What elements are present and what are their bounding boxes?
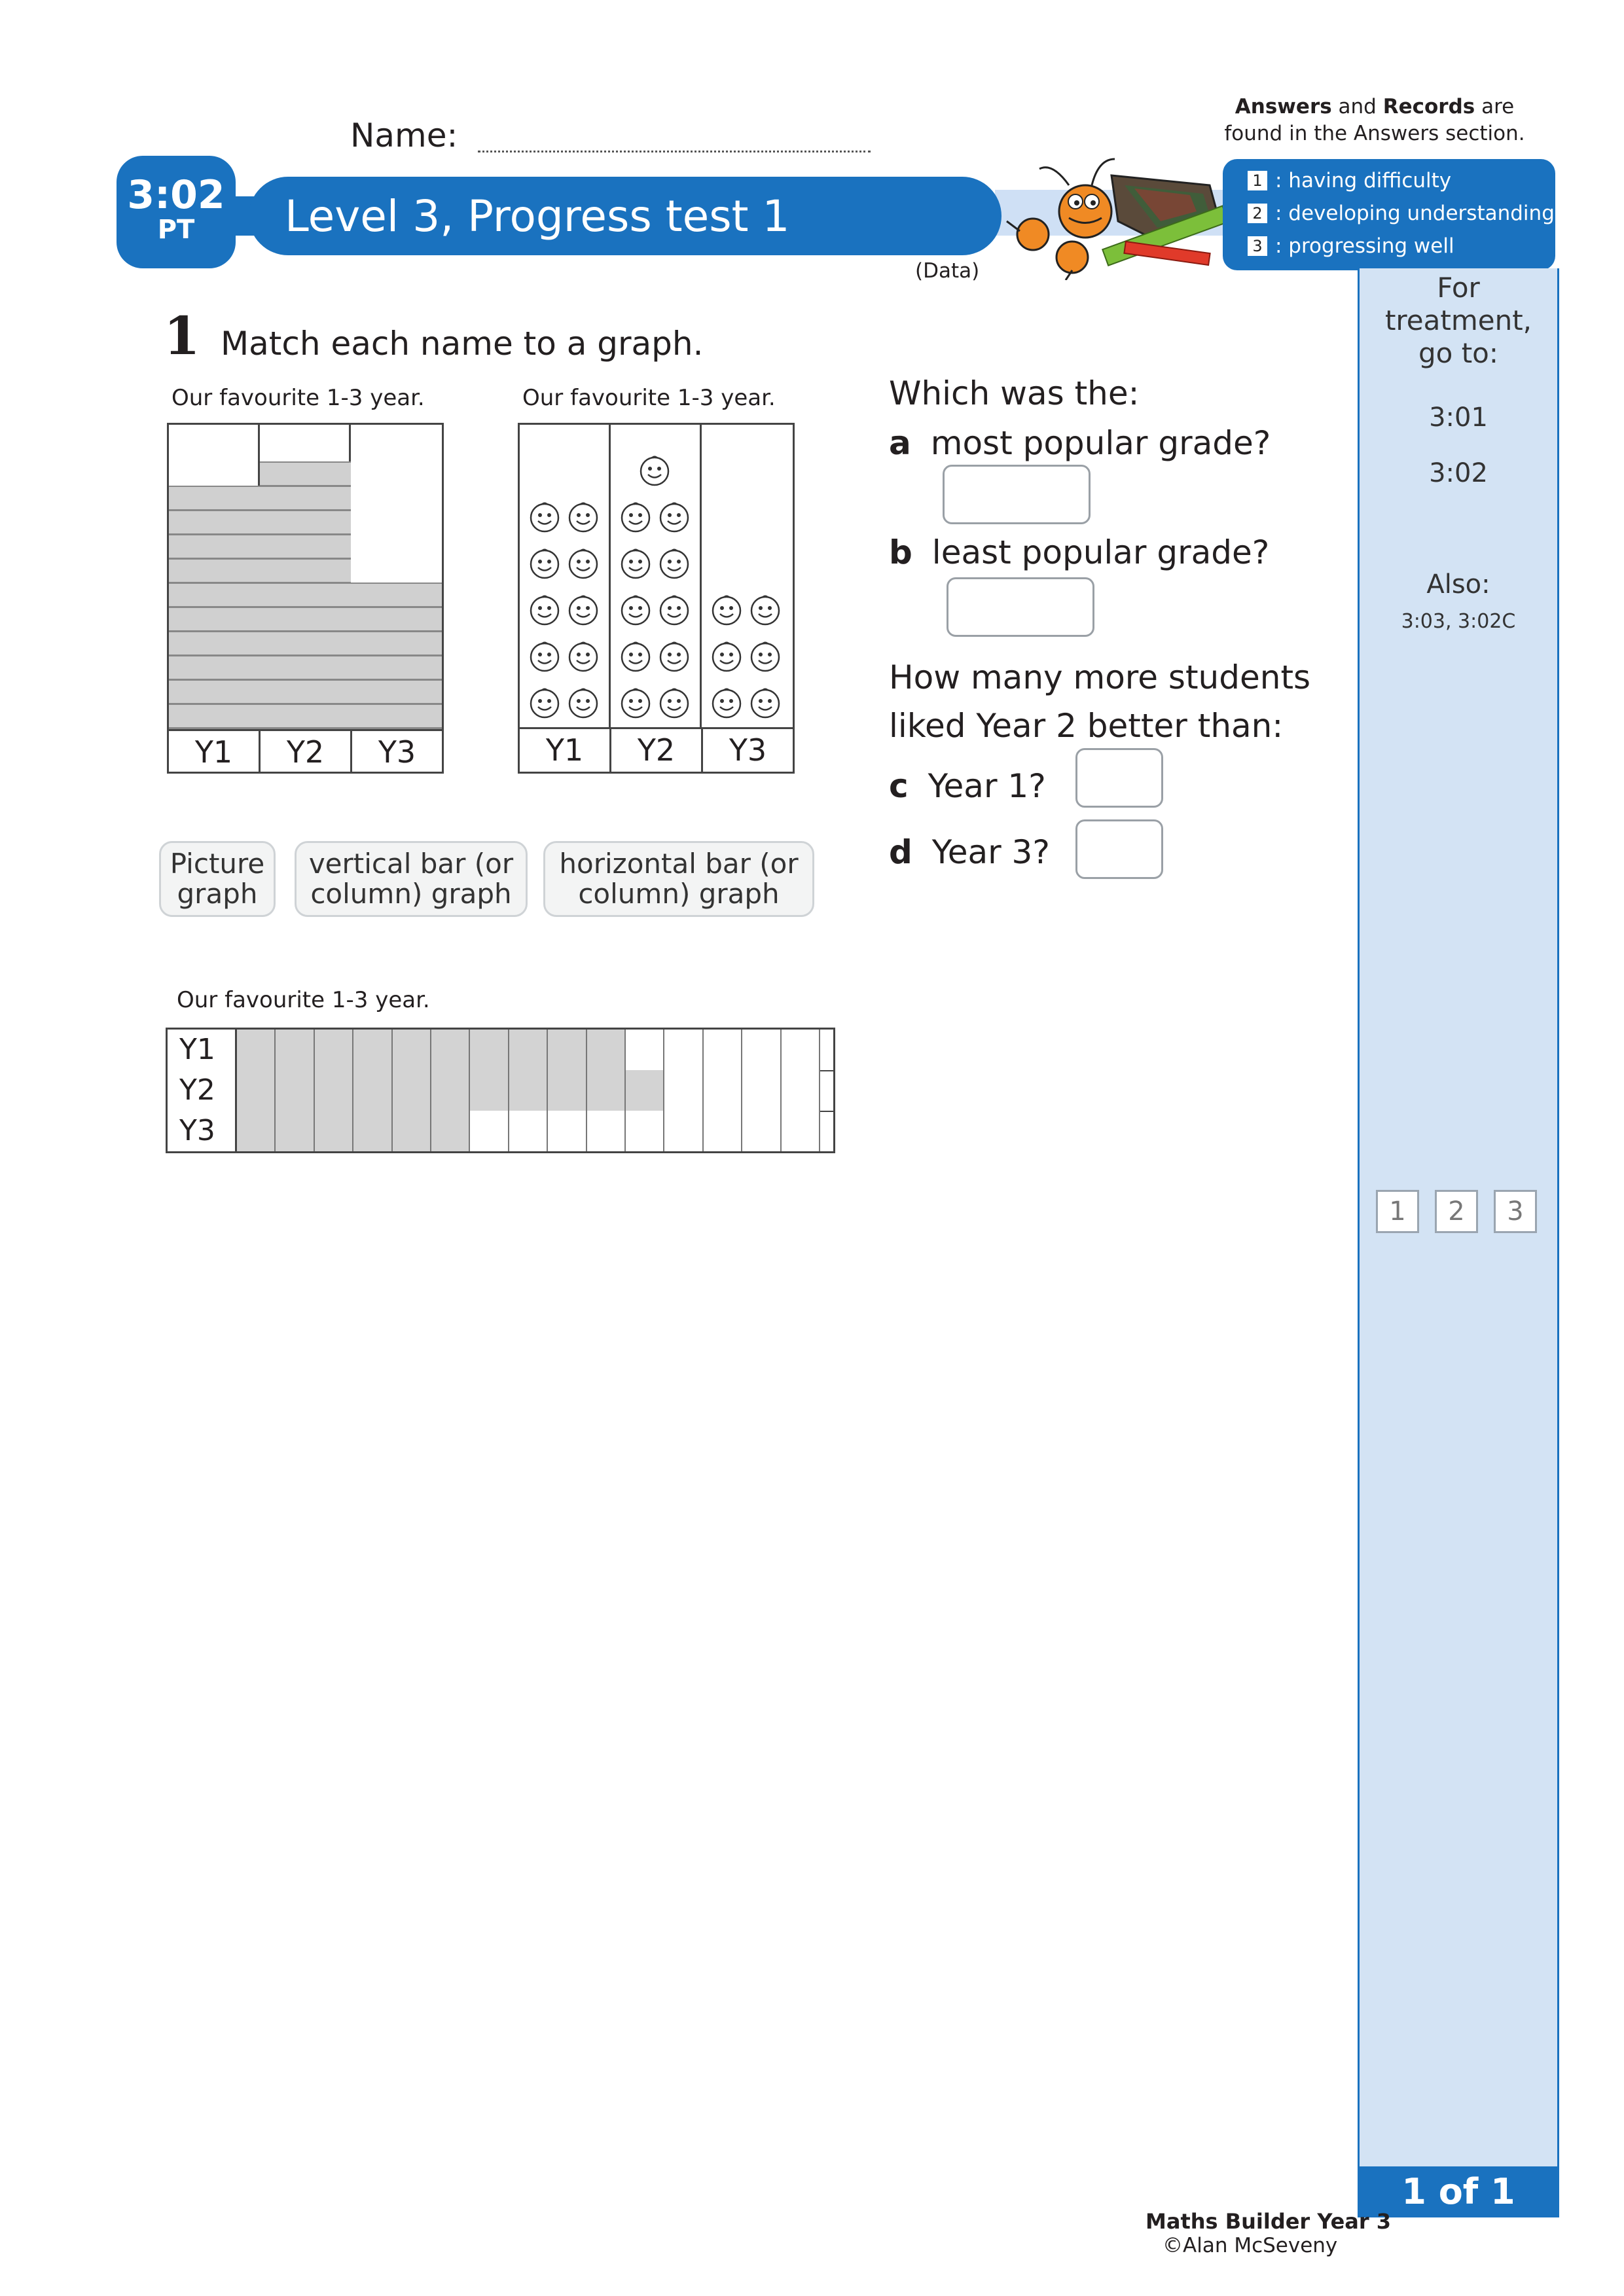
also-label: Also: — [1426, 569, 1490, 600]
bar-row-Y1 — [168, 1030, 833, 1071]
legend-item: 2 : developing understanding — [1248, 202, 1555, 225]
bar-cell-empty — [664, 1030, 703, 1070]
smiley-face-icon — [567, 501, 600, 533]
question-prompt: Match each name to a graph. — [221, 325, 704, 363]
bar-cell-empty — [548, 1111, 586, 1151]
topic-label: (Data) — [915, 259, 980, 283]
bar-cell-filled — [626, 1070, 664, 1111]
bar-cell-filled — [587, 1070, 626, 1111]
x-tick-label: Y1 — [520, 729, 611, 772]
bar-cell-empty — [704, 1111, 742, 1151]
option-picture-graph[interactable]: Picture graph — [159, 841, 276, 917]
bar-cell-filled — [353, 1111, 392, 1151]
bar-cell-filled — [393, 1111, 431, 1151]
smiley-face-icon — [567, 594, 600, 626]
score-box-3[interactable]: 3 — [1494, 1190, 1537, 1233]
treatment-link[interactable]: 3:01 — [1429, 403, 1488, 433]
smiley-face-icon — [619, 501, 652, 533]
page-title: Level 3, Progress test 1 — [285, 191, 790, 242]
q-more: How many more students liked Year 2 better than: — [889, 658, 1311, 745]
smiley-face-icon — [619, 640, 652, 673]
treatment-link[interactable]: 3:02 — [1429, 458, 1488, 488]
picture-graph-title: Our favourite 1-3 year. — [522, 385, 776, 411]
bar-cell-filled — [393, 1030, 431, 1070]
score-box-2[interactable]: 2 — [1435, 1190, 1478, 1233]
q-intro: Which was the: — [889, 374, 1140, 412]
answer-box-d[interactable] — [1075, 819, 1163, 879]
smiley-face-icon — [619, 687, 652, 719]
bar-Y3 — [351, 583, 442, 729]
smiley-face-icon — [567, 547, 600, 580]
smiley-face-icon — [710, 687, 743, 719]
bar-cell-filled — [548, 1030, 586, 1070]
bar-cell-filled — [276, 1070, 314, 1111]
smiley-face-icon — [567, 640, 600, 673]
bar-cell-filled — [315, 1111, 353, 1151]
footer-book: Maths Builder Year 3 — [1146, 2209, 1392, 2234]
treatment-sidebar — [1358, 268, 1559, 2168]
bar-cell-filled — [509, 1070, 548, 1111]
lobster-mascot-icon — [994, 149, 1229, 280]
bar-cell-filled — [431, 1070, 470, 1111]
smiley-face-icon — [658, 640, 691, 673]
bar-cell-empty — [626, 1030, 664, 1070]
smiley-face-icon — [658, 594, 691, 626]
smiley-face-icon — [710, 594, 743, 626]
smiley-face-icon — [749, 687, 782, 719]
footer-copyright: ©Alan McSeveny — [1163, 2234, 1338, 2257]
smiley-face-icon — [528, 687, 561, 719]
smiley-face-icon — [658, 501, 691, 533]
bar-cell-empty — [587, 1111, 626, 1151]
q-c: c Year 1? — [889, 767, 1046, 805]
bar-cell-filled — [353, 1030, 392, 1070]
x-tick-label: Y1 — [169, 731, 261, 774]
bar-Y1 — [169, 486, 260, 729]
smiley-face-icon — [528, 594, 561, 626]
name-label: Name: — [350, 117, 458, 154]
badge-sub: PT — [157, 215, 195, 245]
column-graph-title: Our favourite 1-3 year. — [171, 385, 425, 411]
name-field[interactable] — [478, 151, 871, 152]
answer-box-b[interactable] — [947, 577, 1094, 637]
bar-cell-empty — [664, 1070, 703, 1111]
smiley-face-icon — [528, 501, 561, 533]
bar-cell-filled — [353, 1070, 392, 1111]
y-tick-label: Y1 — [168, 1030, 237, 1070]
answers-note: Answers and Records are found in the Answers section. — [1224, 95, 1525, 145]
badge-code: 3:02 — [127, 172, 225, 218]
bar-cell-filled — [470, 1070, 509, 1111]
y-tick-label: Y2 — [168, 1070, 237, 1111]
horizontal-graph-title: Our favourite 1-3 year. — [177, 987, 430, 1013]
bar-cell-filled — [470, 1030, 509, 1070]
smiley-face-icon — [710, 640, 743, 673]
bar-cell-filled — [276, 1030, 314, 1070]
bar-cell-filled — [315, 1030, 353, 1070]
bar-cell-empty — [782, 1030, 820, 1070]
answer-box-a[interactable] — [943, 465, 1091, 524]
bar-cell-filled — [315, 1070, 353, 1111]
bar-cell-empty — [742, 1070, 781, 1111]
bar-cell-filled — [431, 1111, 470, 1151]
bar-cell-empty — [742, 1030, 781, 1070]
bar-cell-empty — [509, 1111, 548, 1151]
smiley-face-icon — [528, 547, 561, 580]
smiley-face-icon — [658, 547, 691, 580]
legend-item: 3 : progressing well — [1248, 234, 1454, 258]
legend-item: 1 : having difficulty — [1248, 169, 1451, 192]
score-box-1[interactable]: 1 — [1376, 1190, 1419, 1233]
progress-legend — [1223, 159, 1555, 270]
smiley-face-icon — [658, 687, 691, 719]
y-tick-label: Y3 — [168, 1111, 237, 1151]
bar-cell-filled — [509, 1030, 548, 1070]
option-horizontal-bar-graph[interactable]: horizontal bar (or column) graph — [543, 841, 814, 917]
treatment-heading: For treatment, go to: — [1384, 272, 1532, 369]
bar-cell-filled — [393, 1070, 431, 1111]
bar-cell-filled — [587, 1030, 626, 1070]
smiley-face-icon — [619, 547, 652, 580]
bar-cell-filled — [237, 1070, 276, 1111]
smiley-face-icon — [567, 687, 600, 719]
x-tick-label: Y2 — [261, 731, 352, 774]
bar-Y2 — [260, 461, 351, 729]
smiley-face-icon — [528, 640, 561, 673]
bar-cell-filled — [237, 1111, 276, 1151]
test-badge — [117, 156, 236, 268]
smiley-face-icon — [619, 594, 652, 626]
answer-box-c[interactable] — [1075, 748, 1163, 808]
bar-row-Y3 — [168, 1111, 833, 1151]
smiley-face-icon — [749, 594, 782, 626]
q-a: a most popular grade? — [889, 424, 1271, 462]
smiley-face-icon — [749, 640, 782, 673]
bar-cell-filled — [548, 1070, 586, 1111]
bar-cell-empty — [782, 1111, 820, 1151]
bar-row-Y2 — [168, 1070, 833, 1112]
bar-cell-empty — [664, 1111, 703, 1151]
x-tick-label: Y2 — [611, 729, 703, 772]
bar-cell-filled — [276, 1111, 314, 1151]
option-vertical-bar-graph[interactable]: vertical bar (or column) graph — [295, 841, 528, 917]
x-tick-label: Y3 — [378, 734, 416, 770]
bar-cell-empty — [782, 1070, 820, 1111]
q-b: b least popular grade? — [889, 533, 1270, 571]
bar-cell-empty — [626, 1111, 664, 1151]
title-bar — [249, 177, 1001, 255]
bar-cell-filled — [237, 1030, 276, 1070]
picture-graph — [518, 423, 795, 774]
bar-cell-empty — [704, 1030, 742, 1070]
bar-cell-filled — [431, 1030, 470, 1070]
q-d: d Year 3? — [889, 833, 1050, 871]
smiley-face-icon — [638, 454, 671, 487]
page-counter: 1 of 1 — [1358, 2166, 1559, 2217]
horizontal-graph — [166, 1028, 835, 1153]
x-tick-label: Y3 — [729, 732, 767, 768]
column-graph — [167, 423, 444, 774]
bar-cell-empty — [470, 1111, 509, 1151]
also-links[interactable]: 3:03, 3:02C — [1401, 610, 1516, 633]
bar-cell-empty — [742, 1111, 781, 1151]
question-number: 1 — [164, 305, 200, 367]
bar-cell-empty — [704, 1070, 742, 1111]
